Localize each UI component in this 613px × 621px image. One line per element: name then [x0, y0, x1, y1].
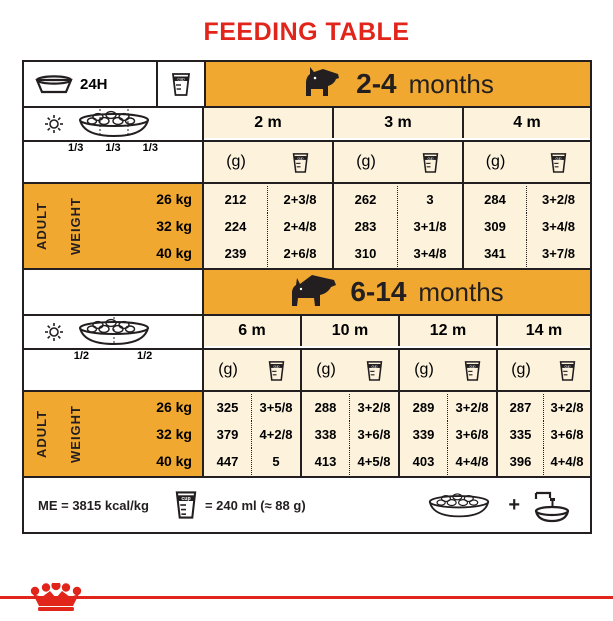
- weights-6-14: [94, 392, 204, 476]
- meal-fraction-1: 1/2: [73, 350, 89, 362]
- kibble-bowl-icon: [66, 109, 162, 139]
- page-title: FEEDING TABLE: [203, 18, 410, 46]
- weight-26: 26 kg: [156, 398, 192, 415]
- units-12m: [400, 350, 498, 390]
- cup-value: 3+6/8: [550, 426, 584, 442]
- cup-equivalence: = 240 ml (≈ 88 g): [204, 497, 306, 513]
- section-6-14-unit-row: [24, 350, 590, 392]
- age-col-3m: 3 m: [334, 108, 464, 138]
- measuring-cup-icon: [549, 150, 568, 175]
- meal-distribution-2-4: [24, 108, 204, 140]
- age-col-4m: 4 m: [464, 108, 590, 138]
- meal-distribution-6-14: [24, 316, 204, 348]
- cup-value: 3: [426, 191, 434, 207]
- adult-weight-line2: WEIGHT: [68, 405, 84, 463]
- meal-fraction-1: 1/3: [68, 142, 84, 154]
- table-row: [334, 240, 462, 267]
- measuring-cup-icon: [365, 358, 384, 383]
- age-col-12m: 12 m: [400, 316, 498, 346]
- adult-weight-line1: ADULT: [34, 409, 50, 459]
- section-2-4-data: [24, 184, 590, 268]
- table-row: [204, 394, 300, 421]
- table-row: [400, 394, 496, 421]
- cup-value: 4+4/8: [455, 453, 489, 469]
- unit-grams: (g): [226, 153, 246, 170]
- section-2-4-unit-row: [24, 142, 590, 184]
- section-2-4-heading-bold: 2-4: [356, 68, 397, 99]
- adult-weight-line1: ADULT: [34, 201, 50, 251]
- brand-footer: [0, 566, 613, 621]
- cup-value: 4+2/8: [259, 426, 293, 442]
- puppy-silhouette-icon: [302, 66, 344, 102]
- grams-value: 284: [464, 186, 527, 213]
- cup-value: 2+3/8: [283, 191, 317, 207]
- grams-value: 341: [464, 240, 527, 267]
- table-row: [464, 213, 590, 240]
- table-row: [302, 448, 398, 475]
- cup-value: 4+4/8: [550, 453, 584, 469]
- grams-value: 396: [498, 448, 544, 475]
- meal-fractions-2-4: [24, 142, 204, 182]
- footer-row: [24, 478, 590, 532]
- kibble-bowl-icon: [420, 488, 498, 522]
- spacer-left-6-14: [24, 270, 204, 314]
- unit-cup: [252, 350, 300, 390]
- units-3m: [334, 142, 464, 182]
- table-row: [204, 240, 332, 267]
- units-14m: [498, 350, 590, 390]
- section-6-14-heading-bold: 6-14: [350, 276, 407, 307]
- svg-text:cup: cup: [297, 155, 303, 160]
- sun-icon: [44, 114, 64, 134]
- age-col-10m: 10 m: [302, 316, 400, 346]
- values-10m: [302, 392, 400, 476]
- unit-cup: [527, 142, 590, 182]
- measuring-cup-icon: [421, 150, 440, 175]
- cup-value: 3+6/8: [357, 426, 391, 442]
- unit-grams: (g): [511, 361, 531, 378]
- svg-text:cup: cup: [469, 363, 475, 368]
- values-6m: [204, 392, 302, 476]
- footer-icons: [420, 487, 590, 523]
- grams-value: 338: [302, 421, 350, 448]
- kibble-bowl-icon: [66, 317, 162, 347]
- section-6-14-heading: [204, 270, 590, 314]
- svg-text:cup: cup: [177, 76, 185, 82]
- grams-value: 325: [204, 394, 252, 421]
- unit-grams: (g): [356, 153, 376, 170]
- grams-value: 239: [204, 240, 268, 267]
- weight-32: 32 kg: [156, 425, 192, 442]
- sun-icon: [44, 322, 64, 342]
- svg-text:cup: cup: [427, 155, 433, 160]
- table-row: [498, 421, 590, 448]
- values-2m: [204, 184, 334, 268]
- section-2-4-age-row: [24, 108, 590, 142]
- units-6m: [204, 350, 302, 390]
- table-row: [204, 421, 300, 448]
- meal-fraction-2: 1/2: [137, 350, 153, 362]
- section-2-4-heading-light: months: [408, 68, 494, 99]
- adult-weight-line2: WEIGHT: [68, 197, 84, 255]
- footer-cup-icon-wrap: [149, 489, 199, 521]
- weight-40: 40 kg: [156, 244, 192, 261]
- moon-icon: [164, 114, 182, 134]
- feeding-table: [22, 60, 592, 534]
- section-6-14-data: [24, 392, 590, 478]
- hours-label-group: [24, 62, 156, 106]
- age-col-14m: 14 m: [498, 316, 590, 346]
- weight-32: 32 kg: [156, 217, 192, 234]
- moon-icon: [164, 322, 182, 342]
- section-6-14-heading-light: months: [418, 276, 504, 307]
- grams-value: 413: [302, 448, 350, 475]
- cup-value: 2+6/8: [283, 245, 317, 261]
- water-tap-bowl-icon: [530, 487, 574, 523]
- svg-text:cup: cup: [273, 363, 279, 368]
- adult-weight-label-2-4: [24, 184, 94, 268]
- units-4m: [464, 142, 590, 182]
- plus-sign: +: [508, 493, 520, 516]
- hours-label: 24H: [80, 75, 108, 93]
- table-row: [464, 240, 590, 267]
- grams-value: 310: [334, 240, 398, 267]
- grams-value: 339: [400, 421, 448, 448]
- cup-value: 2+4/8: [283, 218, 317, 234]
- table-row: [400, 448, 496, 475]
- section-2-4-heading: [204, 62, 590, 106]
- unit-grams: (g): [218, 361, 238, 378]
- cup-value: 3+2/8: [455, 399, 489, 415]
- adult-weight-label-6-14: [24, 392, 94, 476]
- cup-icon-cell: [156, 62, 204, 106]
- table-row: [334, 213, 462, 240]
- grams-value: 287: [498, 394, 544, 421]
- values-12m: [400, 392, 498, 476]
- values-3m: [334, 184, 464, 268]
- cup-value: 3+2/8: [550, 399, 584, 415]
- measuring-cup-icon: [170, 70, 192, 98]
- weight-40: 40 kg: [156, 452, 192, 469]
- grams-value: 379: [204, 421, 252, 448]
- table-row: [302, 394, 398, 421]
- brand-red-rule: [0, 596, 613, 599]
- unit-grams: (g): [316, 361, 336, 378]
- cup-value: 3+2/8: [542, 191, 575, 207]
- unit-cup: [448, 350, 496, 390]
- measuring-cup-icon: [173, 489, 199, 521]
- table-row: [498, 448, 590, 475]
- weight-26: 26 kg: [156, 190, 192, 207]
- cup-value: 3+4/8: [413, 245, 447, 261]
- unit-cup: [350, 350, 398, 390]
- meal-fractions-6-14: [24, 350, 204, 390]
- cup-value: 3+2/8: [357, 399, 391, 415]
- unit-cup: [544, 350, 590, 390]
- royal-canin-crown-icon: [30, 583, 82, 613]
- grams-value: 224: [204, 213, 268, 240]
- units-10m: [302, 350, 400, 390]
- unit-cup: [398, 142, 462, 182]
- cup-value: 3+7/8: [542, 245, 575, 261]
- table-row: [464, 186, 590, 213]
- measuring-cup-icon: [267, 358, 286, 383]
- dog-bowl-icon: [34, 72, 74, 96]
- unit-grams: (g): [485, 153, 506, 170]
- section-2-4-header-row: [24, 62, 590, 108]
- table-row: [334, 186, 462, 213]
- age-col-6m: 6 m: [204, 316, 302, 346]
- measuring-cup-icon: [558, 358, 577, 383]
- grams-value: 447: [204, 448, 252, 475]
- metabolizable-energy: ME = 3815 kcal/kg: [38, 497, 149, 513]
- grams-value: 335: [498, 421, 544, 448]
- meal-fraction-2: 1/3: [105, 142, 121, 154]
- unit-cup: [268, 142, 332, 182]
- table-row: [498, 394, 590, 421]
- hours-block: [24, 62, 204, 106]
- grams-value: 403: [400, 448, 448, 475]
- weights-2-4: [94, 184, 204, 268]
- svg-text:cup: cup: [181, 496, 191, 503]
- unit-grams: (g): [414, 361, 434, 378]
- cup-value: 3+4/8: [542, 218, 575, 234]
- measuring-cup-icon: [463, 358, 482, 383]
- table-row: [400, 421, 496, 448]
- meal-fraction-3: 1/3: [142, 142, 158, 154]
- table-row: [302, 421, 398, 448]
- cup-value: 3+1/8: [413, 218, 447, 234]
- table-row: [204, 213, 332, 240]
- svg-text:cup: cup: [371, 363, 377, 368]
- grams-value: 288: [302, 394, 350, 421]
- cup-value: 3+5/8: [259, 399, 293, 415]
- cup-value: 4+5/8: [357, 453, 391, 469]
- svg-text:cup: cup: [555, 155, 562, 160]
- values-4m: [464, 184, 590, 268]
- grams-value: 309: [464, 213, 527, 240]
- adult-dog-silhouette-icon: [290, 275, 338, 309]
- cup-value: 3+6/8: [455, 426, 489, 442]
- section-6-14-age-row: [24, 316, 590, 350]
- grams-value: 212: [204, 186, 268, 213]
- age-col-2m: 2 m: [204, 108, 334, 138]
- section-6-14-header-row: [24, 268, 590, 316]
- table-row: [204, 186, 332, 213]
- cup-value: 5: [272, 453, 280, 469]
- grams-value: 289: [400, 394, 448, 421]
- table-row: [204, 448, 300, 475]
- svg-text:cup: cup: [564, 363, 570, 368]
- grams-value: 262: [334, 186, 398, 213]
- values-14m: [498, 392, 590, 476]
- measuring-cup-icon: [291, 150, 310, 175]
- units-2m: [204, 142, 334, 182]
- grams-value: 283: [334, 213, 398, 240]
